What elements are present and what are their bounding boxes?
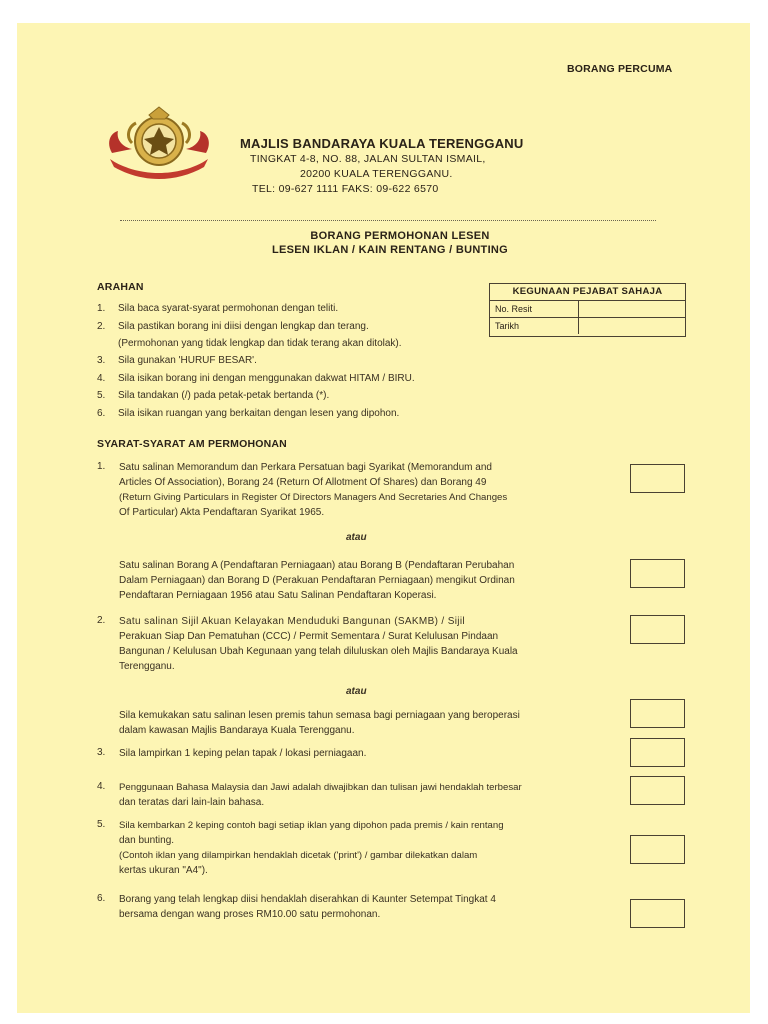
address-line-2: 20200 KUALA TERENGGANU. [300,168,453,180]
item-number: 4. [97,781,106,792]
condition-2b-text [119,708,602,738]
cell-divider [578,301,579,317]
text-line: (Return Giving Particulars in Register Of Directors Managers And Secretaries And Changes [119,492,508,503]
or-separator: atau [346,686,367,697]
text-line: dan teratas dari lain-lain bahasa. [119,797,265,808]
item-number: 5. [97,390,106,401]
conditions-heading: SYARAT-SYARAT AM PERMOHONAN [97,438,287,450]
item-text: Sila isikan borang ini dengan menggunakan dakwat HITAM / BIRU. [118,373,415,384]
checkbox-condition-2b[interactable] [630,699,685,728]
item-number: 6. [97,408,106,419]
item-text: (Permohonan yang tidak lengkap dan tidak terang akan ditolak). [118,338,402,349]
contact-line: TEL: 09-627 1111 FAKS: 09-622 6570 [252,183,439,195]
text-line: Satu salinan Borang A (Pendaftaran Perniagaan) atau Borang B (Pendaftaran Perubahan [119,560,515,571]
condition-1-number [97,460,105,474]
form-title: BORANG PERMOHONAN LESEN [310,230,490,242]
checkbox-condition-2[interactable] [630,615,685,644]
text-line: Articles Of Association), Borang 24 (Return Of Allotment Of Shares) dan Borang 49 [119,477,487,488]
condition-4-number [97,780,105,794]
checkbox-condition-6[interactable] [630,899,685,928]
item-text: Sila pastikan borang ini diisi dengan lengkap dan terang. [118,321,369,332]
condition-3-text [119,746,602,761]
instructions-list [97,302,487,422]
text-line: dalam kawasan Majlis Bandaraya Kuala Terengganu. [119,725,355,736]
item-text: Sila baca syarat-syarat permohonan dengan teliti. [118,303,339,314]
item-number: 2. [97,321,106,332]
item-number: 1. [97,303,106,314]
receipt-number-row [490,301,685,318]
condition-6-text [119,892,602,922]
item-number: 5. [97,819,106,830]
item-text: Sila gunakan 'HURUF BESAR'. [118,355,257,366]
office-use-heading: KEGUNAAN PEJABAT SAHAJA [490,284,685,301]
condition-5-number [97,818,105,832]
receipt-number-label: No. Resit [495,304,533,314]
text-line: Sila lampirkan 1 keping pelan tapak / lokasi perniagaan. [119,748,367,759]
organization-name: MAJLIS BANDARAYA KUALA TERENGGANU [240,136,524,151]
text-line: dan bunting. [119,835,175,846]
date-label: Tarikh [495,321,520,331]
or-separator: atau [346,532,367,543]
text-line: Dalam Perniagaan) dan Borang D (Perakuan Pendaftaran Perniagaan) mengikut Ordinan [119,575,515,586]
checkbox-condition-4[interactable] [630,776,685,805]
checkbox-condition-5[interactable] [630,835,685,864]
text-line: Satu salinan Sijil Akuan Kelayakan Menduduki Bangunan (SAKMB) / Sijil [119,616,465,627]
item-number: 4. [97,373,106,384]
municipal-crest-logo [104,103,214,183]
free-form-label: BORANG PERCUMA [567,63,673,75]
checkbox-condition-1b[interactable] [630,559,685,588]
text-line: Of Particular) Akta Pendaftaran Syarikat 1965. [119,507,325,518]
form-subtitle: LESEN IKLAN / KAIN RENTANG / BUNTING [271,244,509,256]
text-line: (Contoh iklan yang dilampirkan hendaklah dicetak ('print') / gambar dilekatkan dalam [119,850,478,861]
item-text: Sila tandakan (/) pada petak-petak bertanda (*). [118,390,330,401]
text-line: Penggunaan Bahasa Malaysia dan Jawi adalah diwajibkan dan tulisan jawi hendaklah terbesar [119,782,522,793]
text-line: Perakuan Siap Dan Pematuhan (CCC) / Permit Sementara / Surat Kelulusan Pindaan [119,631,499,642]
office-use-box [489,283,686,337]
condition-1-text [119,460,602,520]
checkbox-condition-1[interactable] [630,464,685,493]
text-line: Borang yang telah lengkap diisi hendaklah diserahkan di Kaunter Setempat Tingkat 4 [119,894,496,905]
text-line: Sila kembarkan 2 keping contoh bagi setiap iklan yang dipohon pada premis / kain rentang [119,820,504,831]
text-line: Terengganu. [119,661,175,672]
text-line: Bangunan / Kelulusan Ubah Kegunaan yang telah diluluskan oleh Majlis Bandaraya Kuala [119,646,518,657]
instructions-heading: ARAHAN [97,281,144,293]
condition-2-text [119,614,602,674]
item-number: 3. [97,747,106,758]
header-divider [120,220,656,221]
condition-6-number [97,892,105,906]
checkbox-condition-3[interactable] [630,738,685,767]
date-row [490,318,685,334]
condition-4-text [119,780,602,810]
condition-3-number [97,746,105,760]
condition-1b-text [119,558,602,603]
cell-divider [578,318,579,334]
condition-2-number [97,614,105,628]
condition-5-text [119,818,602,878]
text-line: bersama dengan wang proses RM10.00 satu permohonan. [119,909,381,920]
item-number: 6. [97,893,106,904]
item-text: Sila isikan ruangan yang berkaitan dengan lesen yang dipohon. [118,408,400,419]
item-number: 2. [97,615,106,626]
text-line: kertas ukuran "A4"). [119,865,208,876]
text-line: Sila kemukakan satu salinan lesen premis tahun semasa bagi perniagaan yang beroperasi [119,710,520,721]
address-line-1: TINGKAT 4-8, NO. 88, JALAN SULTAN ISMAIL, [250,153,486,165]
text-line: Pendaftaran Perniagaan 1956 atau Satu Salinan Pendaftaran Koperasi. [119,590,437,601]
item-number: 3. [97,355,106,366]
item-number: 1. [97,461,106,472]
text-line: Satu salinan Memorandum dan Perkara Persatuan bagi Syarikat (Memorandum and [119,462,492,473]
